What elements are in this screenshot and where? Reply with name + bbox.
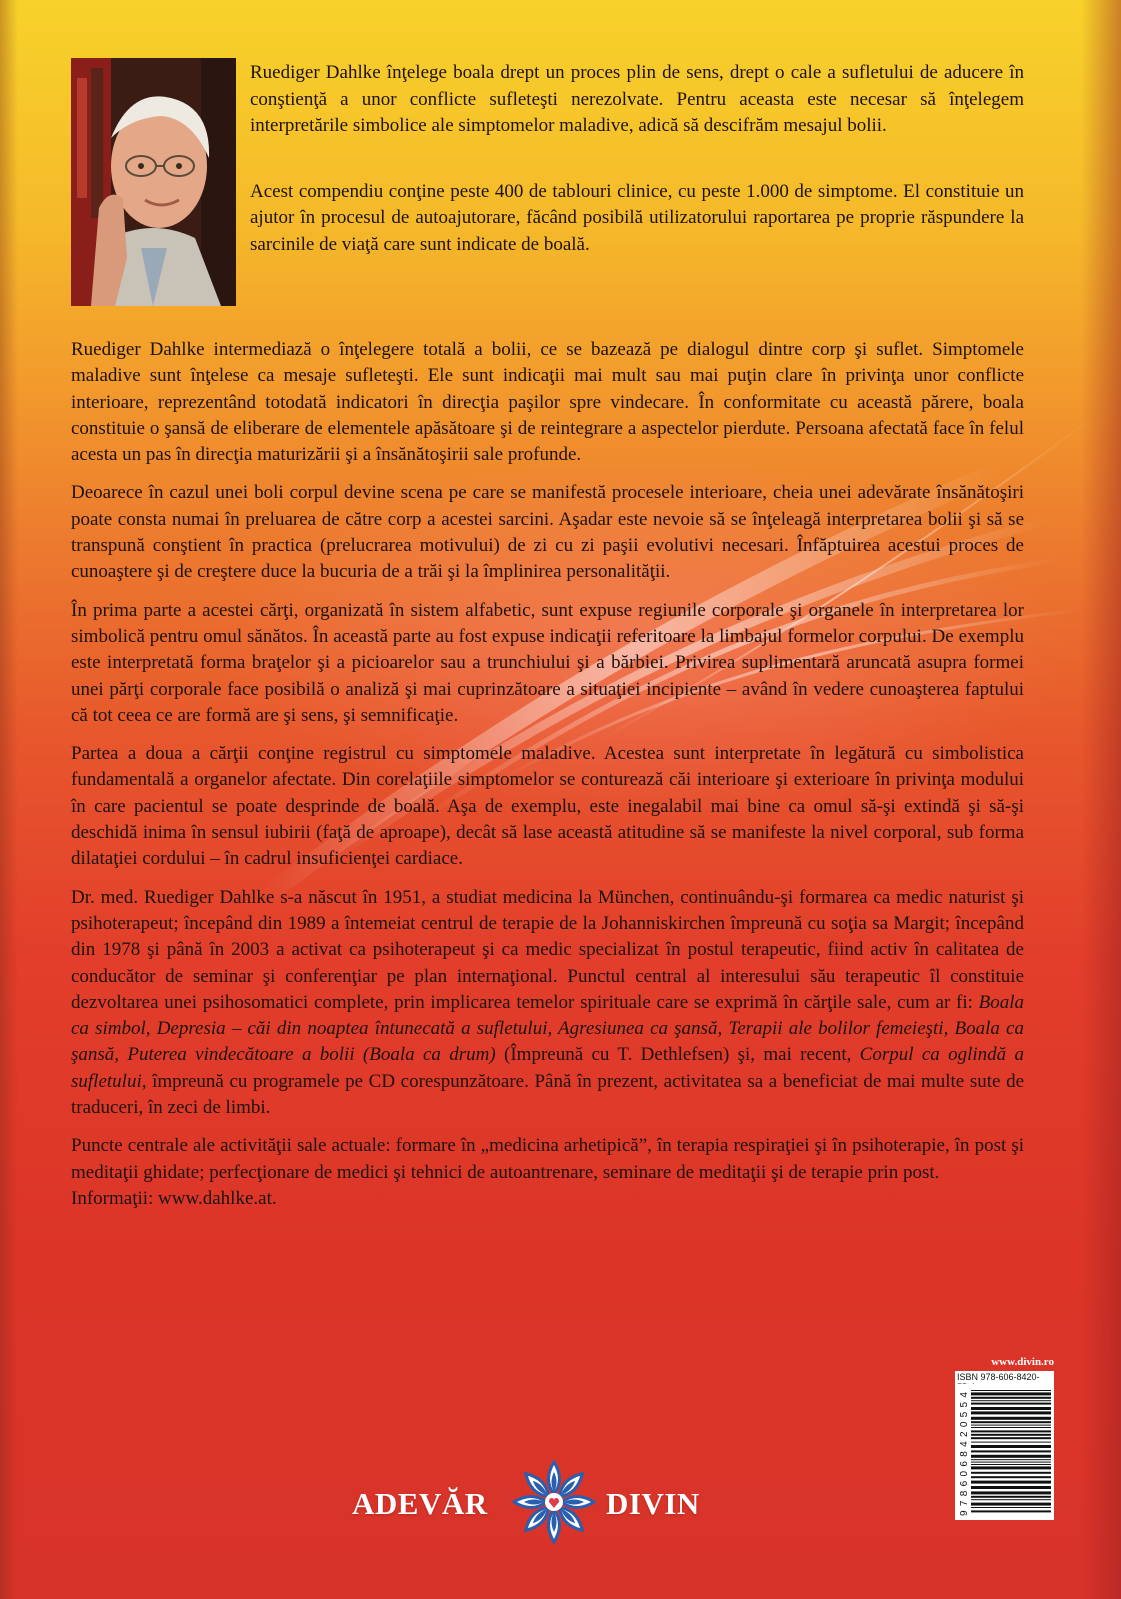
barcode-bar xyxy=(971,1464,1051,1465)
barcode-bar xyxy=(971,1437,1051,1439)
barcode-bar xyxy=(971,1417,1051,1420)
lotus-star-icon xyxy=(512,1460,596,1544)
author-bio-paragraph xyxy=(71,885,1024,1122)
barcode-bar xyxy=(971,1390,1051,1391)
barcode-digits: 9786068420554 xyxy=(959,1392,970,1516)
barcode-bar xyxy=(971,1499,1051,1500)
author-photo xyxy=(71,58,236,306)
publisher-name-word: DIVIN xyxy=(606,1486,700,1521)
info-line: Informaţii: www.dahlke.at. xyxy=(71,1187,277,1209)
barcode-bar xyxy=(971,1496,1051,1498)
barcode-bar xyxy=(971,1421,1051,1423)
body-paragraph: Puncte centrale ale activităţii sale actuale: formare în „medicina arhetipică”, în terapia respiraţiei şi în psihoterapie, în post şi meditaţii ghidate; perfecţionare de medici şi tehnici de autoantrenare, seminare de meditaţii şi de terapie prin post. xyxy=(71,1135,1024,1183)
book-titles: Boala ca simbol, Depresia – căi din noaptea întunecată a sufletului, Agresiunea ca şansă, Terapii ale bolilor femeieşti, Boala ca şansă, Puterea vindecătoare a bolii (Boala ca drum) xyxy=(71,991,1024,1066)
barcode-bar xyxy=(971,1466,1051,1469)
barcode-bar xyxy=(971,1455,1051,1458)
barcode-bar xyxy=(971,1462,1051,1463)
barcode-bar xyxy=(971,1491,1051,1494)
barcode-bar xyxy=(971,1481,1051,1484)
barcode-bar xyxy=(971,1434,1051,1436)
barcode-bar xyxy=(971,1397,1051,1399)
barcode-bar xyxy=(971,1450,1051,1452)
barcode-bar xyxy=(971,1459,1051,1460)
barcode-bar xyxy=(971,1503,1051,1506)
publisher-website: www.divin.ro xyxy=(991,1356,1054,1368)
barcode-bar xyxy=(971,1510,1051,1512)
body-paragraph: Partea a doua a cărţii conţine registrul cu simptomele maladive. Acestea sunt interpretate în legătură cu simbolistica fundamentală a organelor afectate. Din corelaţiile simptomelor se conturează căi interioare şi exterioare în privinţa modului în care pacientul se poate desprinde de boală. Aşa de exemplu, este inegalabil mai bine ca omul să-şi extindă şi să-şi deschidă inima în sensul iubirii (faţă de aproape), decât să lase această atitudine să se manifeste la nivel corporal, sub forma dilataţiei cordului – în cadrul insuficienţei cardiace. xyxy=(71,743,1024,870)
publisher-name-word: ADEVĂR xyxy=(352,1486,488,1521)
bio-text: Dr. med. Ruediger Dahlke s-a născut în 1951, a studiat medicina la München, continuându-şi formarea ca medic naturist şi psihoterapeut; începând din 1989 a întemeiat centrul de terapie de la Johanniskirchen împreună cu soţia sa Margit; începând din 1978 şi până în 2003 a activat ca psihoterapeut şi ca medic specializat în postul terapeutic, fiind activ în calitatea de conducător de seminar şi conferenţiar pe plan internaţional. Punctul central al interesului său terapeutic îl constituie dezvoltarea unei psihosomatici complete, prin implicarea temelor spirituale care se exprimă în cărţile sale, cum ar fi: xyxy=(71,886,1024,1013)
bio-text: împreună cu programele pe CD corespunzătoare. Până în prezent, activitatea sa a beneficiat de mai multe sute de traduceri, în zeci de limbi. xyxy=(71,1070,1024,1119)
barcode-bar xyxy=(971,1400,1051,1401)
intro-paragraph: Ruediger Dahlke înţelege boala drept un proces plin de sens, drept o cale a sufletului de aducere în conştienţă a unor conflicte sufleteşti nerezolvate. Pentru aceasta este necesar să înţelegem interpretările simbolice ale simptomelor maladive, adică să descifrăm mesajul bolii. xyxy=(250,62,1024,136)
barcode-bar xyxy=(971,1445,1051,1448)
barcode-bar xyxy=(971,1476,1051,1478)
isbn-block xyxy=(955,1356,1054,1520)
bio-text: (Împreună cu T. Dethlefsen) şi, mai recent, xyxy=(495,1044,860,1066)
intro-paragraph: Acest compendiu conţine peste 400 de tablouri clinice, cu peste 1.000 de simptome. El constituie un ajutor în procesul de autoajutorare, făcând posibilă utilizatorului raportarea pe proprie răspundere la sarcinile de viaţă care sunt indicate de boală. xyxy=(250,180,1024,255)
barcode-bar xyxy=(971,1430,1051,1432)
barcode-bar xyxy=(971,1392,1051,1395)
barcode-bar xyxy=(971,1507,1051,1508)
barcode-bar xyxy=(971,1472,1051,1474)
barcode-bar xyxy=(971,1411,1051,1414)
barcode-bar xyxy=(971,1427,1051,1428)
barcode xyxy=(955,1384,1054,1520)
body-paragraph: Ruediger Dahlke intermediază o înţelegere totală a bolii, ce se bazează pe dialogul dintre corp şi suflet. Simptomele maladive sunt înţelese ca mesaje sufleteşti. Ele sunt indicaţii mai mult sau mai puţin clare în privinţa unor conflicte interioare, reprezentând totodată indicatori în direcţia paşilor spre vindecare. În conformitate cu această părere, boala constituie o şansă de eliberare de elementele apăsătoare şi de reintegrare a aspectelor pierdute. Persoana afectată face în felul acesta un pas în direcţia maturizării şi a însănătoşirii sale profunde. xyxy=(71,339,1024,466)
body-paragraph: Deoarece în cazul unei boli corpul devine scena pe care se manifestă procesele interioare, cheia unei adevărate însănătoşiri poate consta numai în preluarea de către corp a acestei sarcini. Aşadar este nevoie să se înţeleagă interpretarea bolii şi să se transpună conştient în practica (prelucrarea motivului) de zi cu zi paşii evolutivi necesari. Înfăptuirea acestui proces de cunoaştere şi de creştere duce la bucuria de a trăi şi la împlinirea personalităţii. xyxy=(71,482,1024,583)
barcode-bar xyxy=(971,1403,1051,1405)
barcode-bar xyxy=(971,1407,1051,1410)
isbn-number: ISBN 978-606-8420- xyxy=(955,1371,1054,1384)
book-title: Corpul ca oglindă a sufletului, xyxy=(71,1044,1024,1092)
description-text xyxy=(71,337,1024,1212)
intro-text xyxy=(250,60,1024,297)
body-paragraph: În prima parte a acestei cărţi, organizată în sistem alfabetic, sunt expuse regiunile corporale şi organele în interpretarea lor simbolică pentru omul sănătos. În această parte au fost expuse indicaţii referitoare la limbajul formelor corpului. De exemplu este interpretată forma braţelor şi a picioarelor sau a trunchiului şi a bărbiei. Privirea suplimentară aruncată asupra formei unei părţi corporale face posibilă o analiză şi mai cuprinzătoare a situaţiei incipiente – având în vedere cunoaşterea faptului că tot ceea ce are formă are şi sens, şi semnificaţie. xyxy=(71,599,1024,726)
barcode-bar xyxy=(971,1442,1051,1443)
barcode-bar xyxy=(971,1425,1051,1426)
barcode-bar xyxy=(971,1486,1051,1489)
publisher-logo xyxy=(352,1460,712,1544)
